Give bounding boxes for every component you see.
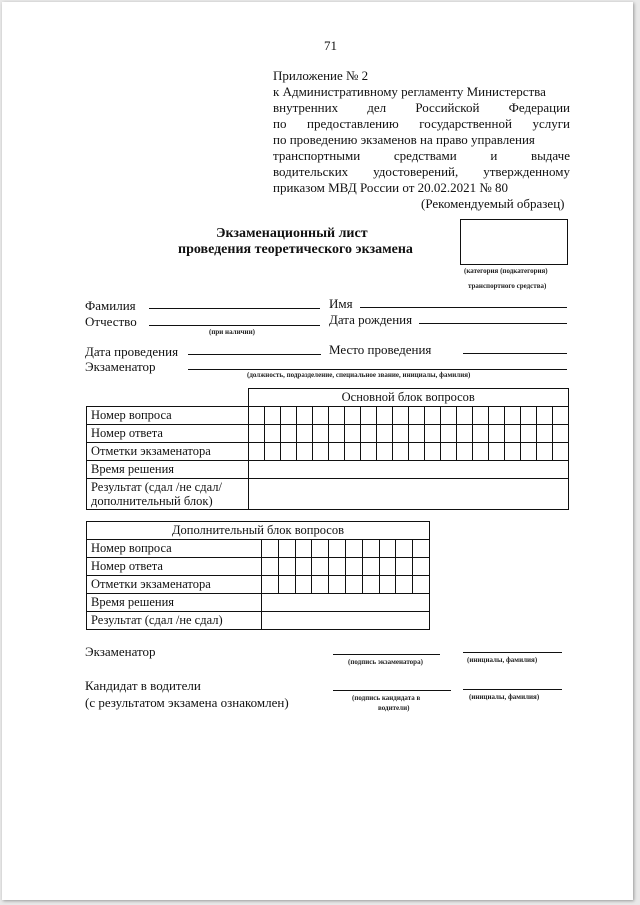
appendix-line: приказом МВД России от 20.02.2021 № 80 [273, 180, 509, 195]
extra-block-header: Дополнительный блок вопросов [87, 522, 430, 540]
table-row [87, 558, 430, 576]
initials-note: (инициалы, фамилия) [469, 693, 540, 701]
exam-date-label: Дата проведения [85, 344, 179, 359]
page-number: 71 [324, 38, 337, 53]
patronymic-field[interactable] [149, 325, 320, 326]
birth-date-field[interactable] [419, 323, 567, 324]
table-row [87, 425, 569, 443]
table-row [87, 479, 569, 510]
table-row [87, 443, 569, 461]
table-row [87, 407, 569, 425]
appendix-title: Приложение № 2 [273, 68, 369, 83]
category-caption: транспортного средства) [468, 282, 547, 290]
table-row [87, 594, 430, 612]
main-questions-table [86, 388, 569, 510]
initials-note: (инициалы, фамилия) [467, 656, 538, 664]
row-label: Номер ответа [87, 558, 262, 576]
surname-label: Фамилия [85, 298, 136, 313]
examiner-sign-note: (подпись экзаменатора) [348, 658, 423, 666]
candidate-signature-field[interactable] [333, 690, 451, 691]
exam-place-field[interactable] [463, 353, 567, 354]
form-subtitle: проведения теоретического экзамена [178, 242, 413, 257]
examiner-label: Экзаменатор [85, 359, 156, 374]
candidate-acknowledgement: (с результатом экзамена ознакомлен) [85, 695, 289, 710]
birth-date-label: Дата рождения [329, 312, 413, 327]
recommended-sample-label: (Рекомендуемый образец) [421, 196, 565, 211]
exam-place-label: Место проведения [329, 342, 432, 357]
row-label: Время решения [87, 594, 262, 612]
candidate-label: Кандидат в водители [85, 678, 201, 693]
row-label: Номер вопроса [87, 407, 249, 425]
table-row [87, 540, 430, 558]
row-label: Номер ответа [87, 425, 249, 443]
appendix-line: по проведению экзаменов на право управления [273, 132, 535, 147]
row-label: Результат (сдал /не сдал) [87, 612, 262, 630]
examiner-signature-label: Экзаменатор [85, 644, 156, 659]
name-label: Имя [329, 296, 353, 311]
appendix-line: к Административному регламенту Министерства [273, 84, 546, 99]
patronymic-note: (при наличии) [209, 328, 255, 336]
table-row [87, 576, 430, 594]
candidate-sign-note: (подпись кандидата в [352, 694, 421, 702]
candidate-sign-note: водители) [378, 704, 410, 712]
examiner-signature-field[interactable] [333, 654, 440, 655]
appendix-line: по предоставлению государственной услуги [273, 116, 570, 131]
examiner-note: (должность, подразделение, специальное звание, инициалы, фамилия) [247, 371, 471, 379]
appendix-line: транспортными средствами и выдаче [273, 148, 570, 163]
table-row [87, 461, 569, 479]
appendix-line: водительских удостоверений, утвержденному [273, 164, 570, 179]
category-caption: (категория (подкатегория) [464, 267, 548, 275]
appendix-line: внутренних дел Российской Федерации [273, 100, 570, 115]
row-label: Отметки экзаменатора [87, 576, 262, 594]
row-label: Результат (сдал /не сдал/ дополнительный блок) [87, 479, 249, 510]
name-field[interactable] [360, 307, 567, 308]
document-page [2, 2, 633, 900]
patronymic-label: Отчество [85, 314, 137, 329]
category-box[interactable] [460, 219, 568, 265]
surname-field[interactable] [149, 308, 320, 309]
row-label: Номер вопроса [87, 540, 262, 558]
row-label: Время решения [87, 461, 249, 479]
exam-date-field[interactable] [188, 354, 321, 355]
table-row [87, 612, 430, 630]
examiner-field[interactable] [188, 369, 567, 370]
row-label: Отметки экзаменатора [87, 443, 249, 461]
extra-questions-table [86, 521, 430, 630]
main-block-header: Основной блок вопросов [248, 389, 569, 407]
candidate-initials-field[interactable] [463, 689, 562, 690]
examiner-initials-field[interactable] [463, 652, 562, 653]
form-title: Экзаменационный лист [216, 226, 368, 241]
